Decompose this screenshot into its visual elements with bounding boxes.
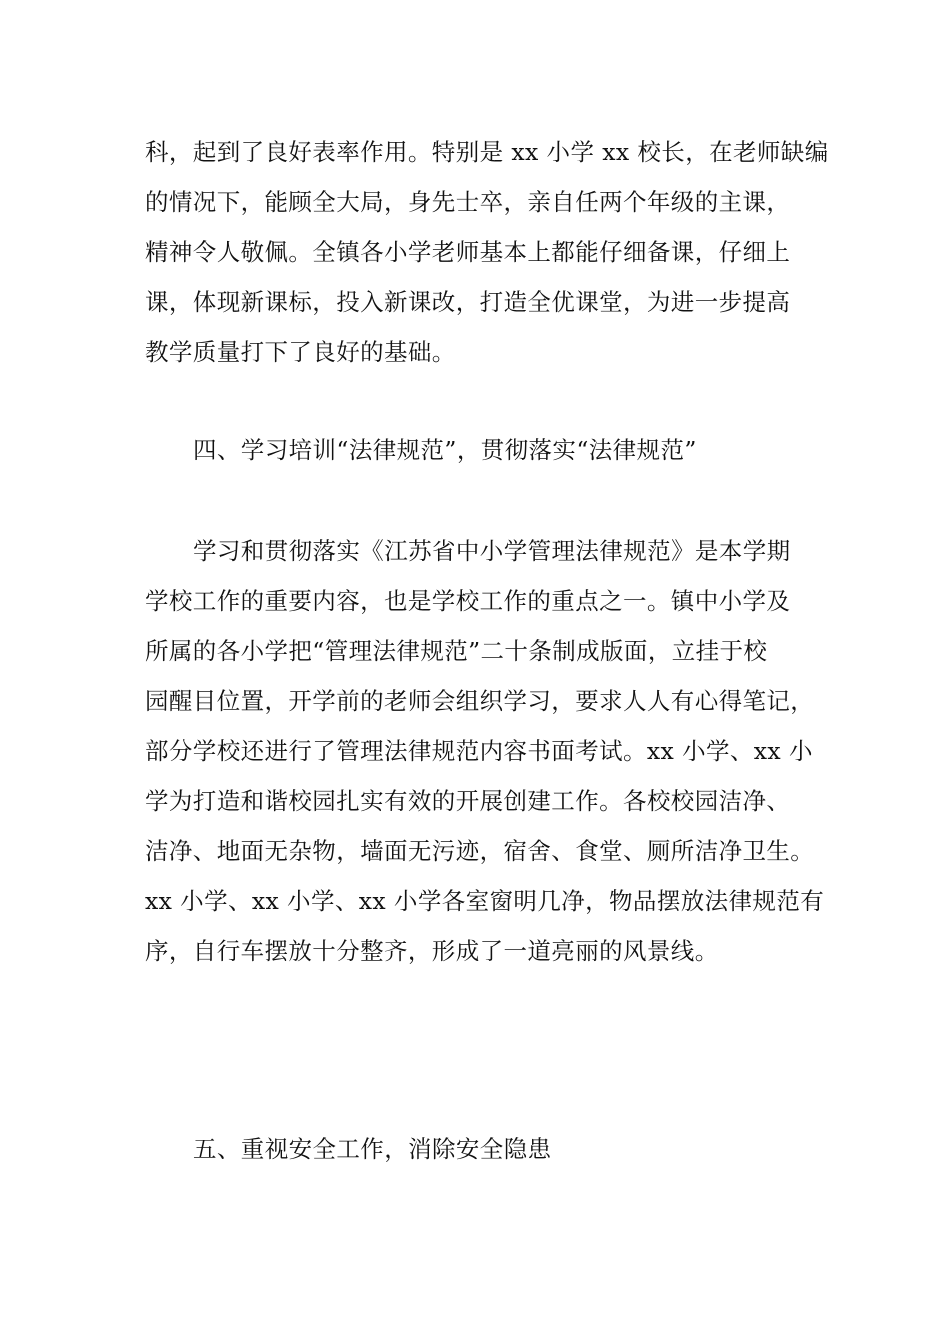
paragraph-2-line-8: xx 小学、xx 小学、xx 小学各室窗明几净，物品摆放法律规范有 xyxy=(145,887,825,915)
paragraph-2-line-9: 序，自行车摆放十分整齐，形成了一道亮丽的风景线。 xyxy=(145,937,719,965)
paragraph-2-line-5: 部分学校还进行了管理法律规范内容书面考试。xx 小学、xx 小 xyxy=(145,737,813,765)
paragraph-2-line-3: 所属的各小学把“管理法律规范”二十条制成版面，立挂于校 xyxy=(145,637,768,665)
paragraph-2-line-6: 学为打造和谐校园扎实有效的开展创建工作。各校校园洁净、 xyxy=(145,787,791,815)
paragraph-2-line-1: 学习和贯彻落实《江苏省中小学管理法律规范》是本学期 xyxy=(193,537,791,565)
paragraph-1-line-1: 科，起到了良好表率作用。特别是 xx 小学 xx 校长，在老师缺编 xyxy=(145,138,829,166)
section-heading-5: 五、重视安全工作，消除安全隐患 xyxy=(193,1135,552,1163)
paragraph-1-line-4: 课，体现新课标，投入新课改，打造全优课堂，为进一步提高 xyxy=(145,288,791,316)
paragraph-1-line-3: 精神令人敬佩。全镇各小学老师基本上都能仔细备课，仔细上 xyxy=(145,238,791,266)
section-heading-4: 四、学习培训“法律规范”，贯彻落实“法律规范” xyxy=(193,436,697,464)
paragraph-1-line-2: 的情况下，能顾全大局，身先士卒，亲自任两个年级的主课， xyxy=(145,188,791,216)
paragraph-2-line-4: 园醒目位置，开学前的老师会组织学习，要求人人有心得笔记， xyxy=(145,687,815,715)
paragraph-2-line-2: 学校工作的重要内容，也是学校工作的重点之一。镇中小学及 xyxy=(145,587,791,615)
paragraph-2-line-7: 洁净、地面无杂物，墙面无污迹，宿舍、食堂、厕所洁净卫生。 xyxy=(145,837,815,865)
paragraph-1-line-5: 教学质量打下了良好的基础。 xyxy=(145,338,456,366)
